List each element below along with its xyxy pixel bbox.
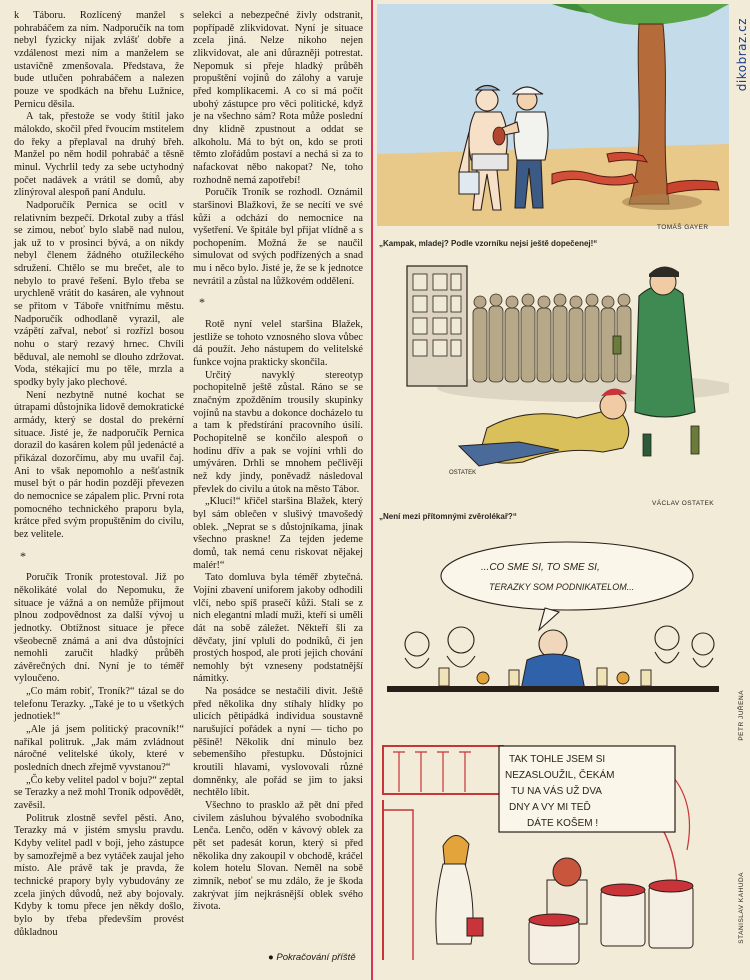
paragraph: Politruk zlostně sevřel pěsti. Ano, Terazky má v jistém smyslu pravdu. Kdyby velitel padl v boji, jeho zástupce by samozřejmě a bez vytáček zaujal jeho místo. Ale právě tak je pravda, že technické prapory byly vybudovány ze zcela jiných důvodů, než aby bojovaly. Kdyby k tomu přece jen někdy došlo, bylo by třeba především provést důkladnou bbox=[14, 812, 184, 938]
article-column-2 bbox=[193, 10, 363, 914]
paragraph: Nadporučík Pernica se ocitl v relativním bezpečí. Drkotal zuby a třásl se zimou, neboť bylo slabě nad nulou, jak už to v prosinci bývá, a on nikdy nebyl členem žádného otužileckého sdružení. Chtělo se mu brečet, ale to nebylo to pravé řešení. Bylo třeba se urychleně vrátit do kasáren, ale vyhnout se přitom v Táboře vnitřnímu městu. Nadporučík odhodlaně vyrazil, ale vzápětí zařval, neboť si rozřízl bosou nohu o starý rezavý hrnec. Chvíli běduval, ale nemohl se dlouho zdržovat. Voda, stékající mu po těle, mrzla a spodky byly jako plechové. bbox=[14, 199, 184, 389]
cartoon-caption: „Není mezi přítomnými zvěrolékař?“ bbox=[379, 512, 517, 521]
signature-text: OSTATEK bbox=[449, 470, 477, 476]
queue-illustration bbox=[377, 256, 729, 492]
paragraph: „Čo keby velitel padol v boju?“ zeptal se Terazky a než mohl Troník odpovědět, zavěsil. bbox=[14, 774, 184, 812]
cartoon-beach bbox=[377, 4, 729, 226]
article-column-1 bbox=[14, 10, 184, 939]
paragraph: „Co mám robiť, Troník?“ tázal se do telefonu Terazky. „Také je to u všetkých jednotiek!“ bbox=[14, 686, 184, 723]
artist-credit: VÁCLAV OSTATEK bbox=[652, 500, 714, 507]
column-divider bbox=[371, 0, 373, 980]
paragraph: Poručík Troník se rozhodl. Oznámil staršinovi Blažkovi, že se necítí ve své kůži a odchází do nemocnice na vyšetření. Ve špitále byl přijat vlídně a s pochopením. Možná že se naučil simulovat od svých podřízených a snad mu i něco bylo. Jisté je, že se k jednotce nevrátil a zůstal na lůžkovém oddělení. bbox=[193, 187, 363, 287]
paragraph: „Ale já jsem politický pracovník!“ naříkal politruk. „Jak mám zvládnout náročné velitelské úkoly, které v posledních dnech zřejmě vyvstanou?“ bbox=[14, 724, 184, 774]
sign-line-2: NEZASLOUŽIL, ČEKÁM bbox=[505, 770, 615, 781]
shop-illustration bbox=[377, 740, 729, 976]
continued-label: Pokračování příště bbox=[276, 952, 356, 963]
sign-line-4: DNY A VY MI TEĎ bbox=[509, 802, 591, 813]
paragraph: Není nezbytně nutné kochat se útrapami důstojníka lidově demokratické armády, který se dostal do prekérní situace. Jisté je, že nadporučík Pernica dorazil do kasáren kolem půl jedenácté a přikázal dozorčímu, aby mu uvařil čaj. Ani to však nepomohlo a nešťastník musel být o pár hodin později převezen do nemocnice se zápalem plic. První rota pomocného technického praporu byla, krátce před svým propuštěním do civilu, bez velitele. bbox=[14, 389, 184, 540]
paragraph: A tak, přestože se vody štítil jako málokdo, skočil před řvoucím mstitelem do řeky a přeplaval na druhý břeh. Manžel po něm hodil pohrabáč a těsně minul. Vychrlil tedy za sebe uctyhodný počet nadávek a vrátil se domů, aby zlinýroval alespoň paní Andulu. bbox=[14, 111, 184, 199]
paragraph: selekci a nebezpečné živly odstranit, popřípadě zlikvidovat. Nyní je situace zcela jiná. Nelze nikoho nejen zlikvidovat, ale ani důrazněji potrestat. Nepomuk si přeje hladký průběh propuštění vojínů do zálohy a varuje před komplikacemi. A co si má počít ubohý zástupce pro věci politické, když je na všechno sám? Rota může poslední dny klidně zpustnout a oddat se alkoholu. Má to být on, kdo se proti těmto zlořádům postaví a nechá si za to nafackovat něbo nakopat? Ne, toho rozhodně nemá zapotřebí! bbox=[193, 10, 363, 186]
paragraph: k Táboru. Rozlícený manžel s pohrabáčem za ním. Nadporučík na tom nebyl fyzicky nijak zvlášť dobře a vzdálenost mezi ním a manželem se ustavičně zmenšovala. Představa, že bude utlučen pohrabáčem a nalezen pouze ve spodkách na břehu Lužnice, Pernicu děsila. bbox=[14, 10, 184, 110]
continued-note bbox=[268, 952, 356, 963]
paragraph: Rotě nyní velel staršina Blažek, jestliže se tohoto vznosného slova vůbec dá použít. Jeho nástupem do velitelské funkce vojna prakticky skončila. bbox=[193, 319, 363, 369]
bar-illustration bbox=[377, 528, 729, 728]
cartoon-queue bbox=[377, 256, 729, 492]
beach-illustration bbox=[377, 4, 729, 226]
sign-line-3: TU NA VÁS UŽ DVA bbox=[511, 786, 602, 797]
paragraph: Tato domluva byla téměř zbytečná. Vojíni zbavení uniforem jakoby odhodili vlčí, nebo spíš prasečí kůži. Stali se z nich elegantní mladí muži, kteří si uměli dát na sobě záležet. Někteří šli za děvčaty, jiní vpluli do podniků, či jen prostých hospod, ale proti jejich chování nemohly být vzneseny podstatnější námitky. bbox=[193, 572, 363, 685]
sign-line-1: TAK TOHLE JSEM SI bbox=[509, 754, 606, 765]
artist-credit: PETR JUŘENA bbox=[738, 690, 745, 741]
speech-line-2: TERAZKY SOM PODNIKATELOM... bbox=[489, 582, 635, 592]
artist-credit: STANISLAV KAHUDA bbox=[738, 872, 745, 944]
paragraph: Všechno to prasklo až pět dní před civilem zásluhou bývalého svobodníka Lenča. Lenčo, oděn v kávový oblek za pět set padesát korun, který si před několika dny zakoupil v obchodě, kráčel kolem hotelu Slovan. Neměl na sobě zimník, neboť se mu zdálo, že je škoda zakrývat jím nejkrásnější oblek svého života. bbox=[193, 800, 363, 913]
bullet-icon: ● bbox=[268, 952, 274, 963]
paragraph: Určitý navyklý stereotyp pochopitelně ještě zůstal. Ráno se se značným zpožděním trousily skupinky vojínů na stavbu a dokonce docházelo tu a tam k předstírání pracovního úsilí. Pochopitelně se končilo alespoň o hodinu dřív a pak se vojíni vrhli do umýváren. Drhli se mnohem pečlivěji než kdy jindy, poněvadž následoval převlek do civilu a útok na město Tábor. bbox=[193, 369, 363, 495]
artist-credit: TOMÁŠ GAYER bbox=[657, 224, 709, 231]
cartoon-bar bbox=[377, 528, 729, 728]
sign-line-5: DÁTE KOŠEM ! bbox=[527, 818, 599, 829]
section-break-star: * bbox=[20, 548, 26, 563]
paragraph: Na posádce se nestačili divit. Ještě před několika dny stíhaly hlídky po ulicích pětipádká individua soustavně narušující pořádek a nyní — ticho po pěšině! Několik dní minulo bez sebemenšího přestupku. Důstojníci kroutili hlavami, vyslovovali různé domněnky, ale pořád se jim to jaksi nechtělo líbit. bbox=[193, 686, 363, 799]
watermark-text: dikobraz.cz bbox=[735, 18, 749, 92]
paragraph: Poručík Troník protestoval. Již po několikáté volal do Nepomuku, že situace je vážná a on nemůže přijmout plnou zodpovědnost za další vývoj u jednotky. Obtížnost situace je přece všeobecně známá a ani dva důstojníci nemohli zaručit hladký průběh závěrečných dní. Nyní je to téměř vyloučeno. bbox=[14, 572, 184, 685]
speech-line-1: ...CO SME SI, TO SME SI, bbox=[481, 562, 600, 573]
section-break-star: * bbox=[199, 295, 205, 310]
paragraph: „Klucí!“ křičel staršina Blažek, který byl sám oblečen v slušivý tmavošedý oblek. „Neprat se s důstojníkama, jinak všechno praskne! Za tejden jedeme domů, tak nemá cenu riskovat nějakej malér!“ bbox=[193, 496, 363, 571]
cartoon-shop bbox=[377, 740, 729, 976]
cartoon-caption: „Kampak, mladej? Podle vzorníku nejsi ještě dopečenej!“ bbox=[379, 239, 598, 248]
